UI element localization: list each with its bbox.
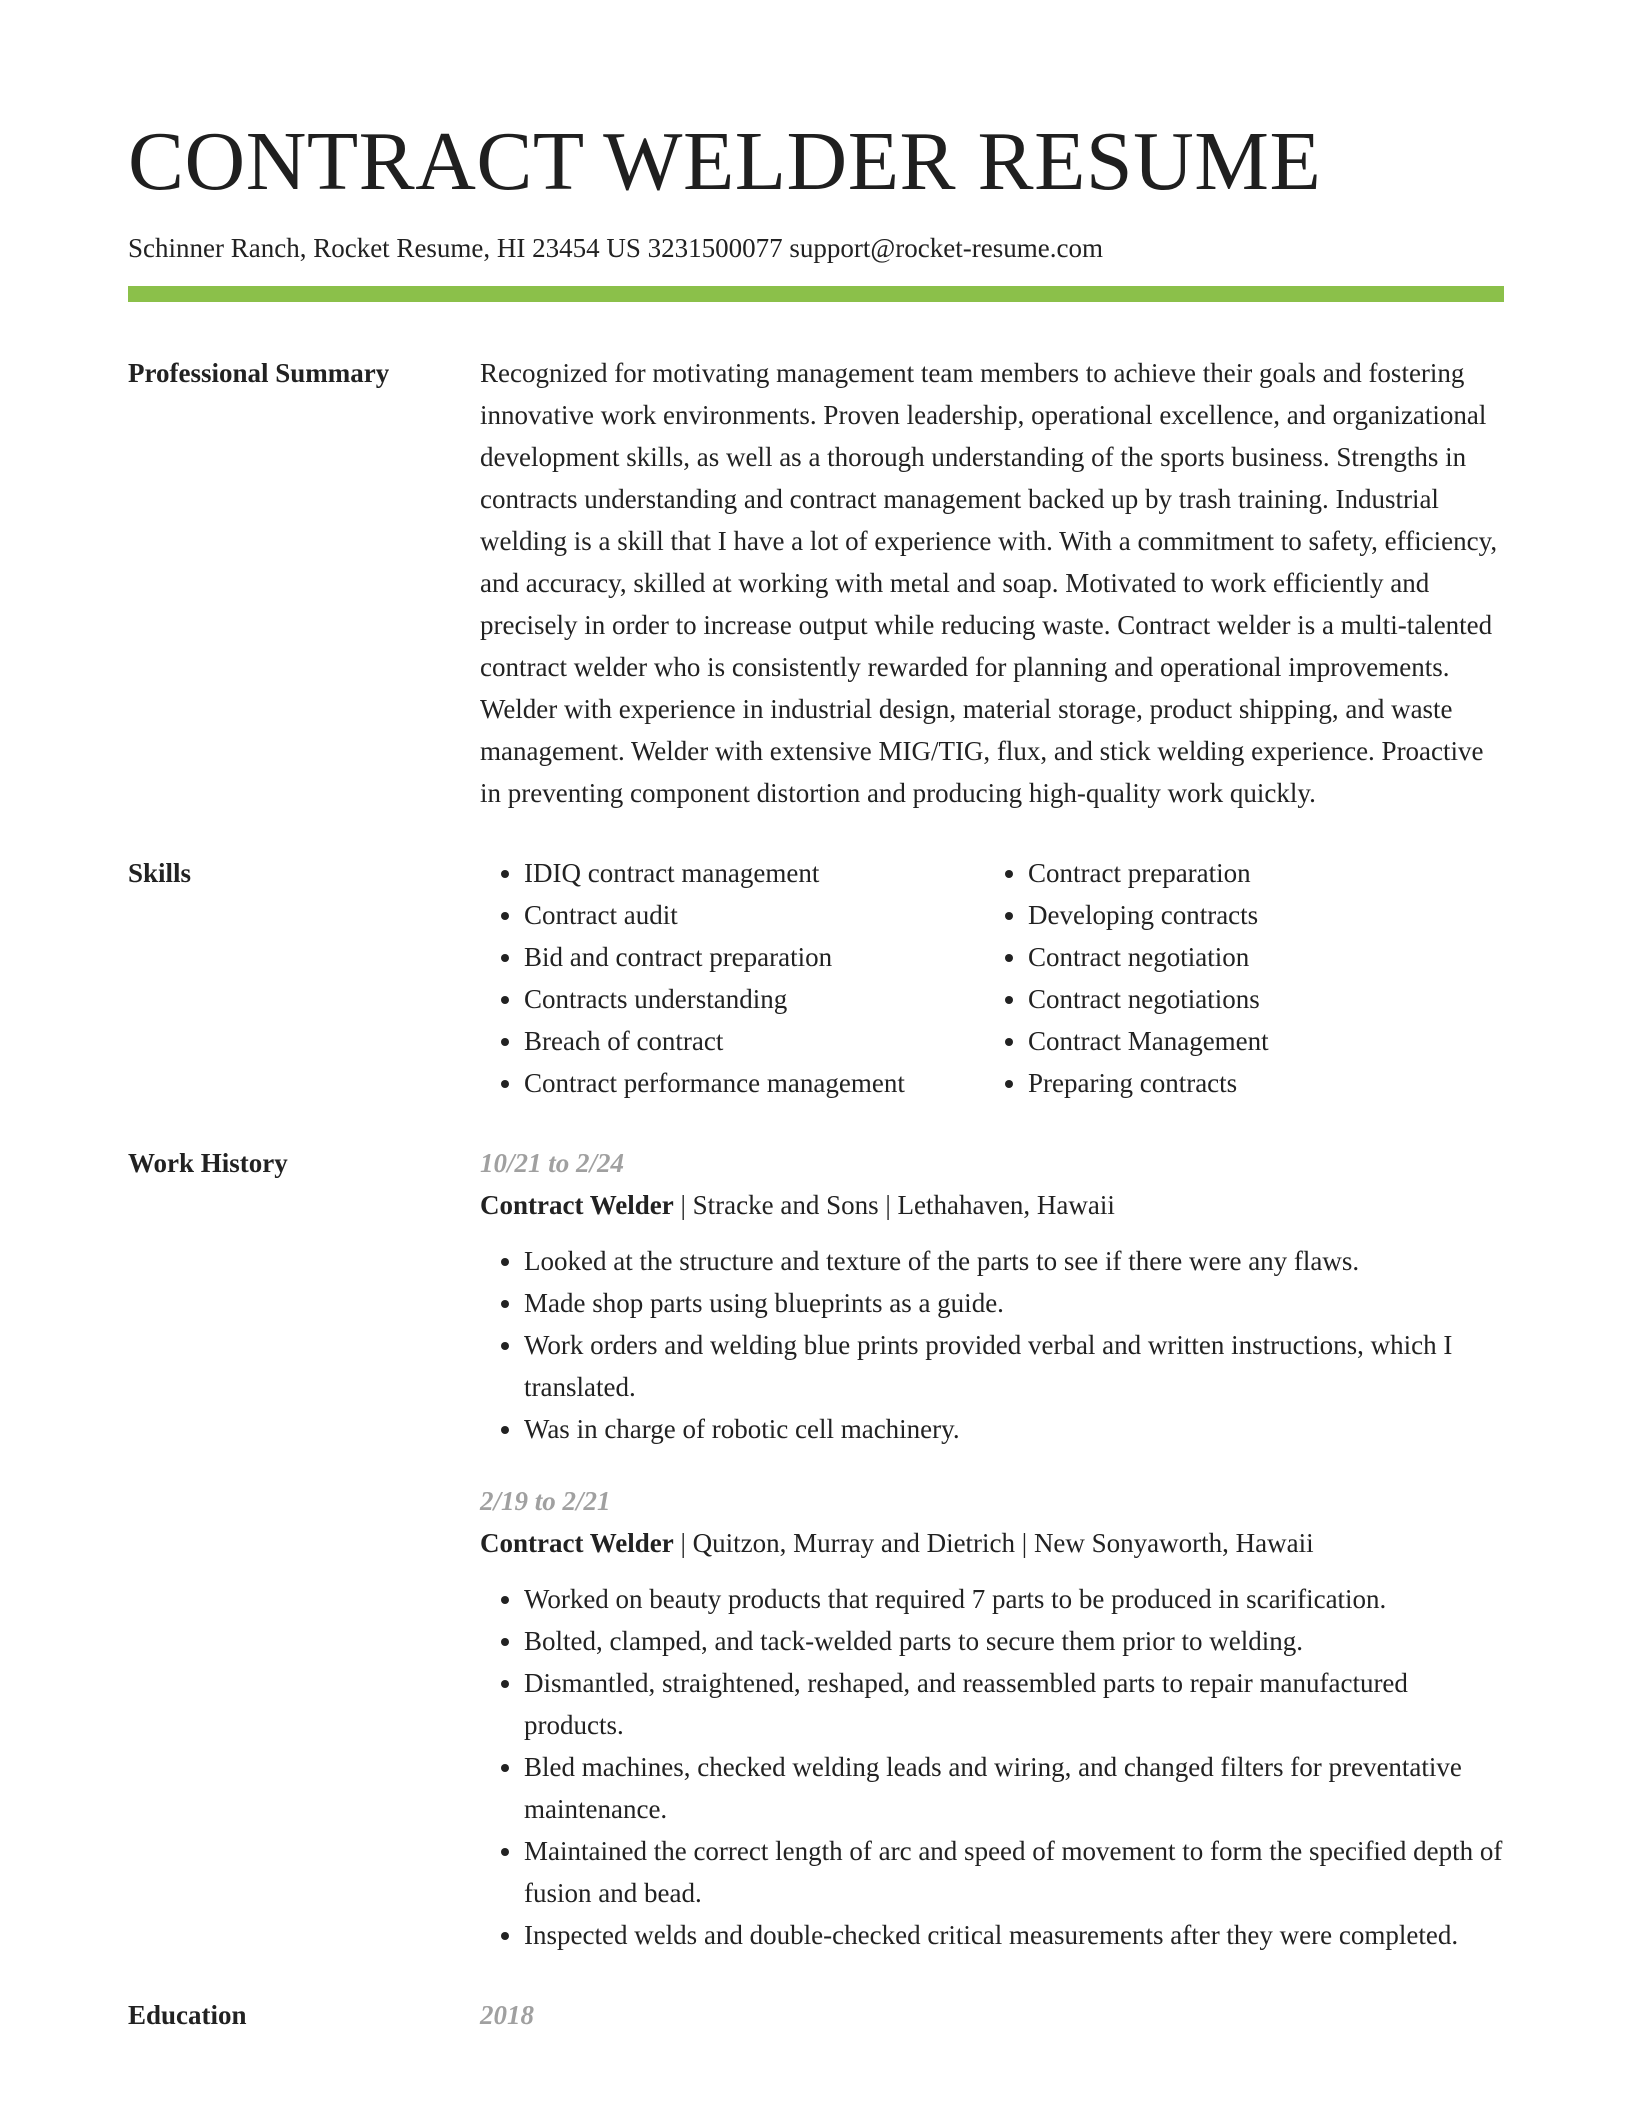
duty-item: • Made shop parts using blueprints as a guide. bbox=[524, 1282, 1504, 1324]
duty-item: • Maintained the correct length of arc and speed of movement to form the specified depth of fusion and bead. bbox=[524, 1830, 1504, 1914]
job-entry bbox=[480, 1142, 1504, 1450]
job-dates: 10/21 to 2/24 bbox=[480, 1148, 625, 1179]
skills-column-1 bbox=[480, 852, 984, 1104]
duty-item: • Work orders and welding blue prints provided verbal and written instructions, which I translated. bbox=[524, 1324, 1504, 1408]
contact-line bbox=[128, 232, 1504, 264]
job-company: Stracke and Sons bbox=[692, 1190, 879, 1221]
duty-item: • Looked at the structure and texture of the parts to see if there were any flaws. bbox=[524, 1240, 1504, 1282]
skill-item: • Contract negotiations bbox=[1028, 978, 1498, 1020]
skill-item: • Preparing contracts bbox=[1028, 1062, 1498, 1104]
education-section bbox=[128, 1994, 1504, 2036]
skill-item: • Developing contracts bbox=[1028, 894, 1498, 936]
skill-item: • Contract Management bbox=[1028, 1020, 1498, 1062]
duty-item: • Inspected welds and double-checked critical measurements after they were completed. bbox=[524, 1914, 1504, 1956]
skill-item: • Breach of contract bbox=[524, 1020, 984, 1062]
skills-column-2 bbox=[984, 852, 1498, 1104]
job-entry bbox=[480, 1480, 1504, 1956]
skills-list bbox=[480, 852, 1504, 1104]
job-title: Contract Welder bbox=[480, 1528, 674, 1559]
job-title: Contract Welder bbox=[480, 1190, 674, 1221]
work-history-section bbox=[128, 1142, 1504, 1956]
job-duties bbox=[480, 1578, 1504, 1956]
skill-item: • Contract audit bbox=[524, 894, 984, 936]
education-dates: 2018 bbox=[480, 2000, 534, 2031]
contact-address: Schinner Ranch, Rocket Resume, HI 23454 US bbox=[128, 233, 641, 263]
job-heading bbox=[480, 1184, 1504, 1226]
job-dates: 2/19 to 2/21 bbox=[480, 1486, 611, 1517]
skill-item: • Contracts understanding bbox=[524, 978, 984, 1020]
header-divider bbox=[128, 286, 1504, 302]
summary-section bbox=[128, 352, 1504, 814]
summary-label: Professional Summary bbox=[128, 358, 390, 389]
job-location: New Sonyaworth, Hawaii bbox=[1033, 1528, 1314, 1559]
skill-item: • Contract performance management bbox=[524, 1062, 984, 1104]
duty-item: • Bolted, clamped, and tack-welded parts to secure them prior to welding. bbox=[524, 1620, 1504, 1662]
duty-item: • Bled machines, checked welding leads and wiring, and changed filters for preventative maintenance. bbox=[524, 1746, 1504, 1830]
job-heading bbox=[480, 1522, 1504, 1564]
duty-item: • Worked on beauty products that required 7 parts to be produced in scarification. bbox=[524, 1578, 1504, 1620]
skill-item: • Bid and contract preparation bbox=[524, 936, 984, 978]
job-company: Quitzon, Murray and Dietrich bbox=[692, 1528, 1016, 1559]
skills-label: Skills bbox=[128, 858, 192, 889]
skill-item: • Contract negotiation bbox=[1028, 936, 1498, 978]
contact-email: support@rocket-resume.com bbox=[789, 233, 1103, 263]
skill-item: • Contract preparation bbox=[1028, 852, 1498, 894]
skill-item: • IDIQ contract management bbox=[524, 852, 984, 894]
summary-text: Recognized for motivating management team members to achieve their goals and fostering innovative work environments. Proven leadership, operational excellence, and organizational development skills, as well as a thorough understanding of the sports business. Strengths in contracts understanding and contract management backed up by trash training. Industrial welding is a skill that I have a lot of experience with. With a commitment to safety, efficiency, and accuracy, skilled at working with metal and soap. Motivated to work efficiently and precisely in order to increase output while reducing waste. Contract welder is a multi-talented contract welder who is consistently rewarded for planning and operational improvements. Welder with experience in industrial design, material storage, product shipping, and waste management. Welder with extensive MIG/TIG, flux, and stick welding experience. Proactive in preventing component distortion and producing high-quality work quickly. bbox=[480, 358, 1498, 809]
resume-title: CONTRACT WELDER RESUME bbox=[128, 115, 1322, 208]
duty-item: • Was in charge of robotic cell machinery. bbox=[524, 1408, 1504, 1450]
contact-phone: 3231500077 bbox=[647, 233, 783, 263]
job-duties bbox=[480, 1240, 1504, 1450]
duty-item: • Dismantled, straightened, reshaped, and reassembled parts to repair manufactured products. bbox=[524, 1662, 1504, 1746]
skills-section bbox=[128, 852, 1504, 1104]
education-label: Education bbox=[128, 2000, 247, 2031]
job-location: Lethahaven, Hawaii bbox=[897, 1190, 1115, 1221]
work-history-label: Work History bbox=[128, 1148, 288, 1179]
